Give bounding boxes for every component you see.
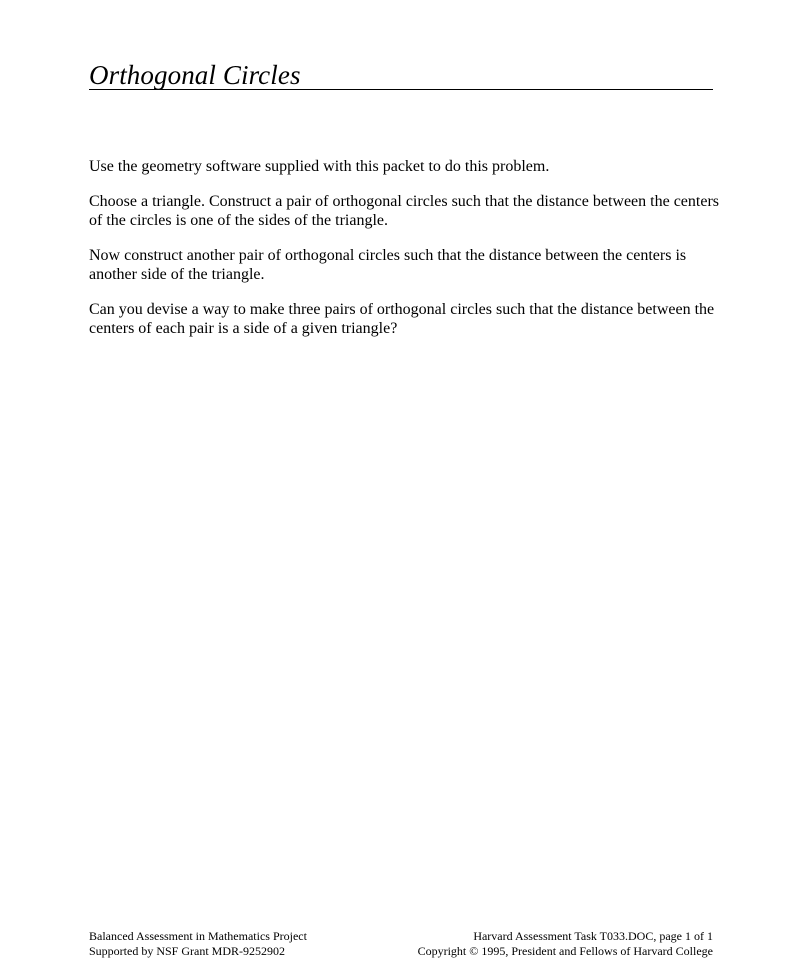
page-footer (89, 929, 713, 959)
paragraph-task-1: Choose a triangle. Construct a pair of orthogonal circles such that the distance between the centers of the circles is one of the sides of the triangle. (89, 193, 720, 229)
footer-grant: Supported by NSF Grant MDR-9252902 (89, 944, 286, 958)
paragraph-task-2: Now construct another pair of orthogonal circles such that the distance between the centers is another side of the triangle. (89, 247, 687, 283)
document-body (89, 157, 719, 354)
paragraph-instructions: Use the geometry software supplied with this packet to do this problem. (89, 158, 550, 175)
footer-task-page: Harvard Assessment Task T033.DOC, page 1 of 1 (473, 929, 713, 943)
footer-left (89, 929, 307, 959)
footer-right (418, 929, 713, 959)
paragraph-task-3: Can you devise a way to make three pairs of orthogonal circles such that the distance between the centers of each pair is a side of a given triangle? (89, 301, 715, 337)
page-title: Orthogonal Circles (89, 60, 713, 90)
footer-copyright: Copyright © 1995, President and Fellows of Harvard College (417, 944, 713, 958)
footer-project-name: Balanced Assessment in Mathematics Project (89, 929, 307, 943)
